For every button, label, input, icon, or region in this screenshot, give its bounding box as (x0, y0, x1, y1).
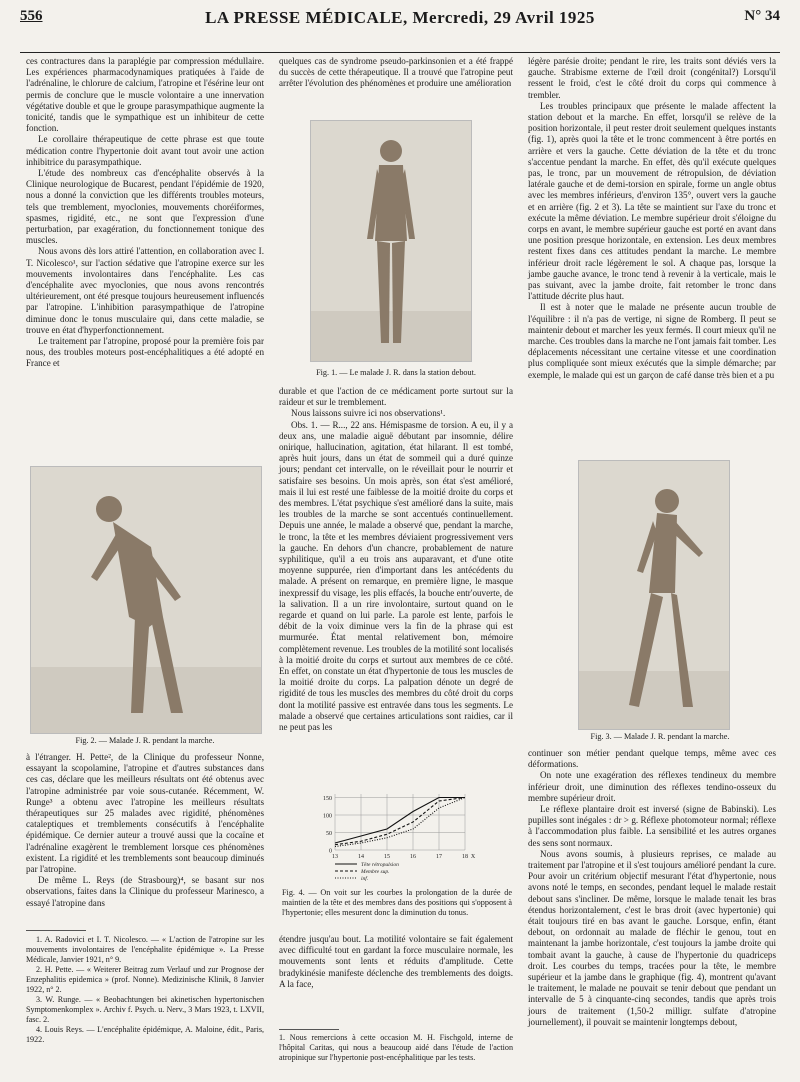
paragraph: légère parésie droite; pendant le rire, les traits sont déviés vers la gauche. Strabisme externe de l'œil droit (congénital?) Lorsqu'il ressent le froid, c'est le côté droit du corps qui commence à trembler. (528, 56, 776, 100)
header-rule (20, 52, 780, 53)
paragraph: De même L. Reys (de Strasbourg)⁴, se basant sur nos observations, faites dans la Clinique du professeur Marinesco, a essayé l'atropine dans (26, 875, 264, 908)
footnote: 3. W. Runge. — « Beobachtungen bei akinetischen hypertonischen Symptomenkomplex ». Archiv f. Psych. u. Nerv., 3 Mars 1923, t. LXVII, fasc. 2. (26, 995, 264, 1024)
figure-2-photo (30, 466, 262, 734)
page-header (20, 8, 780, 48)
column-1 (26, 56, 264, 370)
footnotes (26, 935, 264, 1045)
column-3 (528, 56, 776, 381)
footnote-separator (279, 1029, 339, 1030)
column-2 (279, 56, 513, 90)
paragraph: Nous avons soumis, à plusieurs reprises, ce malade au traitement par l'atropine et il s'est toujours amélioré pendant la cure. Pour avoir un critérium objectif mesurant l'état d'hypertonie, nous avons noté le temps, en secondes, pendant lequel le malade restait debout sans s'incliner. De même, lorsque le malade tenait les bras étendus horizontalement, c'est le bras droit (avec hypertonie) qui était toujours tiré en bas avant le gauche. Lorsque, enfin, étant debout, on ordonnait au malade de fléchir le genou, tout en maintenant la jambe horizontale, c'est toujours la jambe droite qui tombait avant la gauche, à cause de l'hypertonie du quadriceps droit. Les courbes du temps, tracées pour la tête, le membre supérieur et la jambe dans le graphique (fig. 4), montrent qu'avant le traitement, le malade ne pouvait se tenir debout que pendant un intervalle de 5 à cinquante-cinq secondes, tandis que après trois jours de traitement (1,50-2 milligr. sulfate d'atropine journellement), il pouvait se maintenir longtemps debout, (528, 848, 776, 1027)
paragraph: continuer son métier pendant quelque temps, même avec ces déformations. (528, 748, 776, 770)
paragraph: quelques cas de syndrome pseudo-parkinsonien et a été frappé du succès de cette thérapeutique. Il a trouvé que l'atropine peut arrêter l'évolution des phénomènes et produire une amélioration (279, 56, 513, 89)
paragraph: ces contractures dans la paraplégie par compression médullaire. Les expériences pharmacodynamiques pratiquées à l'aide de l'adrénaline, le chlorure de calcium, l'atropine et l'ésérine leur ont permis de conclure que le muscle volontaire a une innervation végétative double et que le groupe parasympathique augmente la tonicité, tandis que le sympathique est un inhibiteur de cette fonction. (26, 56, 264, 134)
paragraph: Le corollaire thérapeutique de cette phrase est que toute médication contre l'hypertonie doit avant tout avoir une action inhibitrice du parasympathique. (26, 134, 264, 167)
footnote: 1. A. Radovici et I. T. Nicolesco. — « L'action de l'atropine sur les mouvements involontaires de l'encéphalite épidémique ». La Presse Médicale, Janvier 1921, n° 9. (26, 935, 264, 964)
column-3-lower (528, 748, 776, 1028)
x-axis-end-label: X (470, 854, 476, 860)
paragraph: durable et que l'action de ce médicament porte surtout sur la raideur et sur le tremblement. (279, 386, 513, 408)
footnote: 1. Nous remercions à cette occasion M. H. Fischgold, interne de l'hôpital Caritas, qui nous a beaucoup aidé dans l'étude de l'action atropinique sur l'hypertonie post-encéphalitique par les tests. (279, 1033, 513, 1062)
chart-lines (335, 798, 465, 847)
chart-grid (335, 794, 465, 850)
figure-4-chart (305, 786, 485, 886)
observation-paragraph: Obs. 1. — R..., 22 ans. Hémispasme de torsion. A eu, il y a deux ans, une maladie aiguë débutant par insomnie, délire onirique, hallucination, agitation, état hilarant. Il est tombé, après huit jours, dans un état de sommeil qui a duré quinze jours; pendant cet intervalle, on le réveillait pour le nourrir et satisfaire ses besoins. Un mois après, son état s'est amélioré, mais il lui est resté une faiblesse de la moitié droite du corps et des membres. L'état psychique s'est amélioré dans la suite, mais les troubles de la marche se sont accentués continuellement. Depuis une année, le malade a observé que, pendant la marche, le tronc, la tête et les membres déviaient progressivement vers la gauche. En dehors d'un chancre, probablement de nature syphilitique, qu'il a eu trois ans auparavant, et d'une otite moyenne suppurée, rien d'important dans les antécédents du malade. A présent on remarque, en première ligne, le masque inexpressif du visage, les plis effacés, la bouche entr'ouverte, de la salivation. Il a un rire involontaire, surtout quand on le regarde et quand on lui parle. La parole est lente, parfois le débit de la voix diminue vers la fin de la phrase qui est murmurée. État mental relativement bon, mémoire complètement revenue. Les troubles de la motilité sont localisés à la moitié droite du corps et surtout aux membres de ce côté. En effet, on constate un état d'hypertonie de tous les muscles de la moitié droite du corps. La palpation dénote un degré de rigidité de tous les muscles des membres du côté droit du corps dont la motilité passive est entravée dans tous les segments. Le malade a observé que certaines articulations sont raidies, car il ne peut pas les (279, 419, 513, 733)
column-2-lower (279, 934, 513, 990)
journal-title: LA PRESSE MÉDICALE, Mercredi, 29 Avril 1925 (205, 8, 595, 27)
page-number: 556 (20, 8, 43, 24)
y-tick-label: 100 (323, 813, 332, 820)
figure-4-caption: Fig. 4. — On voit sur les courbes la prolongation de la durée de maintien de la tête et des membres dans des positions qui s'opposent à l'hypertonie; elles mesurent donc la diminution du tonus. (282, 888, 512, 917)
paragraph: Le réflexe plantaire droit est inversé (signe de Babinski). Les pupilles sont inégales : dr > g. Réflexe photomoteur normal; réflexe à l'accommodation plus faible. La sensibilité et les autres organes des sens sont normaux. (528, 804, 776, 848)
paragraph: On note une exagération des réflexes tendineux du membre inférieur droit, une diminution des réflexes tendino-osseux du membre supérieur droit. (528, 770, 776, 803)
figure-1-photo (310, 120, 472, 362)
x-tick-label: 13 (332, 854, 338, 860)
paragraph: Nous laissons suivre ici nos observations¹. (291, 408, 446, 419)
y-tick-label: 50 (326, 831, 332, 837)
x-tick-label: 15 (384, 854, 390, 860)
x-tick-label: 18 (462, 854, 468, 860)
paragraph: étendre jusqu'au bout. La motilité volontaire se fait également avec difficulté tout en gardant la force musculaire normale, les mouvements sont lents et réduits d'amplitude. Cette bradykinésie manifeste déclenche des tremblements des doigts. A la face, (279, 934, 513, 989)
legend-label: Membre sup. (361, 869, 390, 875)
footnote-separator (26, 930, 86, 931)
issue-number: N° 34 (744, 8, 780, 24)
paragraph: L'étude des nombreux cas d'encéphalite observés à la Clinique neurologique de Bucarest, pendant l'épidémie de 1920, nous a donné la conviction que les différents troubles moteurs, tels que tremblement, myoclonies, mouvements choréiformes, spasmes, rigidité, etc., ne sont que l'expression d'une perturbation, par exagération, du fonctionnement tonique des muscles. (26, 168, 264, 246)
footnote: 4. Louis Reys. — L'encéphalite épidémique, A. Maloine, édit., Paris, 1922. (26, 1025, 264, 1044)
legend-label: inf. (361, 876, 369, 882)
figure-3-photo (578, 460, 730, 730)
y-tick-label: 150 (323, 796, 332, 802)
figure-1-caption: Fig. 1. — Le malade J. R. dans la station debout. (316, 368, 476, 377)
y-tick-label: 0 (329, 848, 332, 855)
x-tick-label: 16 (410, 854, 416, 860)
series-line (335, 798, 465, 847)
paragraph: Il est à noter que le malade ne présente aucun trouble de l'équilibre : il n'a pas de vertige, ni signe de Romberg. Il peut se maintenir debout et marcher les yeux fermés. Il court mieux qu'il ne marche. Ces troubles dans la marche ne l'ont jamais fait tomber. Les déplacements nécessitant une certaine vitesse et une coordination plus compliquée sont mieux exécutés que la simple démarche; par exemple, le malade qui est un garçon de café danse très bien et a pu (528, 302, 776, 380)
legend-label: Tête rétropulsion (361, 862, 399, 868)
column-2-body (279, 386, 513, 733)
x-tick-label: 17 (436, 854, 442, 860)
figure-3-caption: Fig. 3. — Malade J. R. pendant la marche. (590, 732, 730, 741)
paragraph: Nous avons dès lors attiré l'attention, en collaboration avec I. T. Nicolesco¹, sur l'action sédative que l'atropine exerce sur les mouvements involontaires dans l'encéphalite. Les cas d'encéphalite avec myoclonies, que nous avons rencontrés ultérieurement, ont été presque toujours heureusement influencés par l'atropine. L'inhibition parasympathique de l'atropine diminue donc le tonus musculaire qui, dans cette maladie, se trouve en état d'hyperfonctionnement. (26, 246, 264, 335)
footnote: 2. H. Pette. — « Weiterer Beitrag zum Verlauf und zur Prognose der Enzephalitis epidemica » (prof. Nonne). Medizinische Klinik, 8 Janvier 1922, n° 2. (26, 965, 264, 994)
paragraph: Le traitement par l'atropine, proposé pour la première fois par nous, des troubles moteurs post-encéphalitiques a été adopté en France et (26, 336, 264, 369)
series-line (335, 798, 465, 844)
paragraph: Les troubles principaux que présente le malade affectent la station debout et la marche. En effet, lorsqu'il se relève de la position horizontale, il peut rester droit seulement quelques instants (fig. 1), après quoi la tête et le tronc commencent à être portés en arrière et vers la gauche. Cette déviation de la tête et du tronc s'accentue pendant la marche. En effet, dès qu'il exécute quelques pas, le tronc, par un mouvement de rétropulsion, de déviation latérale gauche et de demi-torsion en spirale, forme un angle obtus avec les membres inférieurs, d'environ 135°, ouvert vers la gauche et en arrière (fig. 2 et 3). La tête se maintient sur l'axe du tronc et exécute la même déviation. Le membre supérieur droit s'éloigne du corps en avant, le membre supérieur gauche est porté en avant dans une position presque horizontale, en extension. Les deux membres restent fixes dans ces attitudes pendant la marche. Le membre inférieur droit racle légèrement le sol. A chaque pas, lorsque la jambe gauche avance, le tronc tend à revenir à la verticale, mais le pas suivant, avec la jambe droite, fait retomber le tronc dans l'attitude décrite plus haut. (528, 100, 776, 302)
paragraph: à l'étranger. H. Pette², de la Clinique du professeur Nonne, essayant la scopolamine, l'atropine et d'autres substances dans ces cas, déclare que les meilleurs résultats ont été obtenus avec l'atropine administrée par voie sous-cutanée. Récemment, W. Runge³ a obtenu avec l'atropine les meilleurs résultats thérapeutiques sur 25 malades avec rigidité, phénomènes cataleptiques et tremblements consécutifs à l'encéphalite épidémique. Ce dernier auteur a trouvé aussi que la cocaïne et l'adrénaline exagèrent le tremblement lorsque ces phénomènes existent. La rigidité et les tremblements sont beaucoup diminués par l'atropine. (26, 752, 264, 875)
chart-labels (323, 796, 476, 882)
figure-2-caption: Fig. 2. — Malade J. R. pendant la marche. (75, 736, 215, 745)
column-1-lower (26, 752, 264, 909)
x-tick-label: 14 (358, 854, 364, 860)
